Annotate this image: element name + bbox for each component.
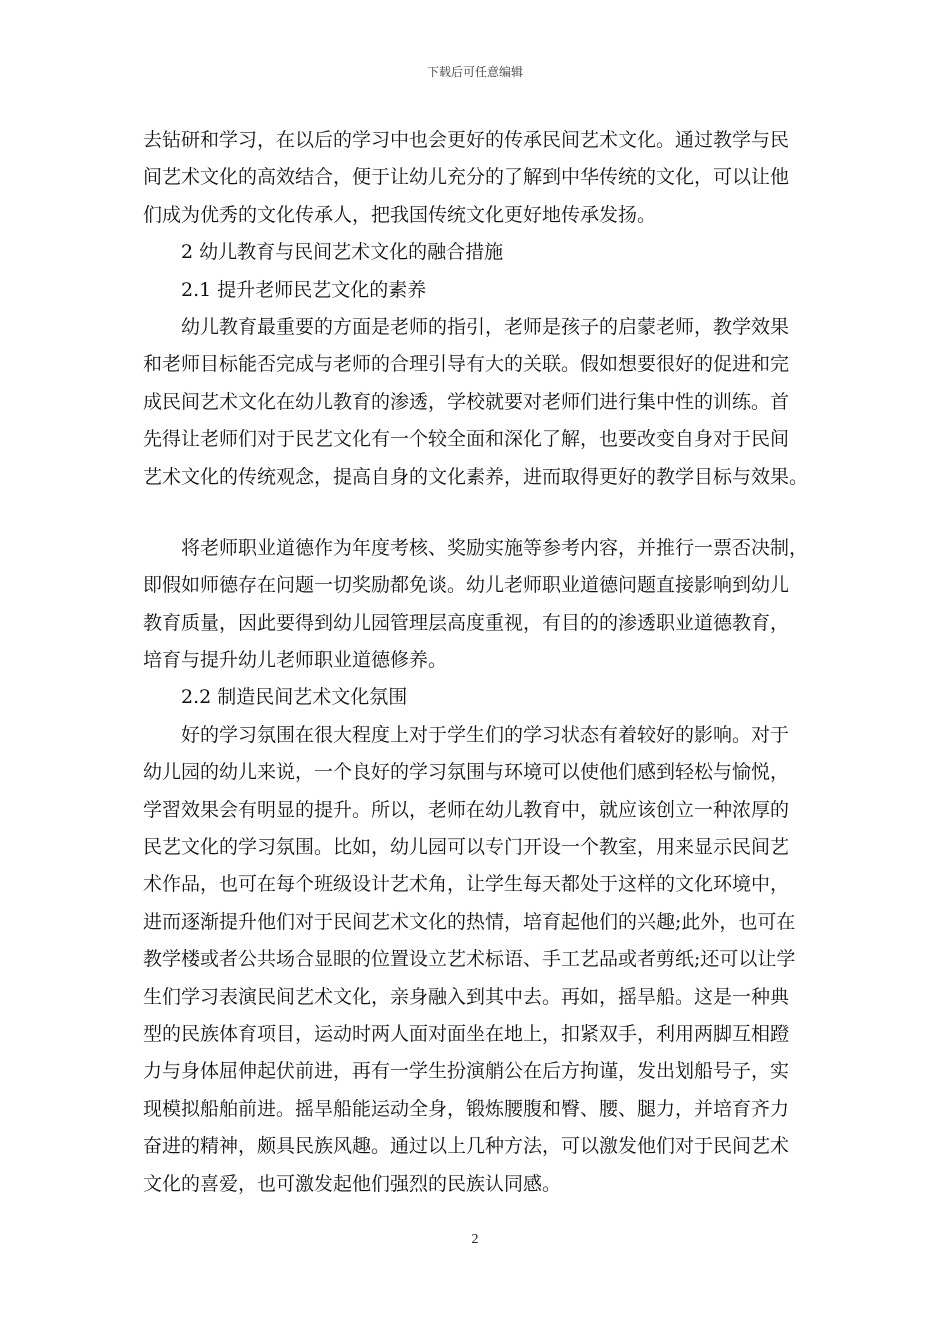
text-line: 教育质量，因此要得到幼儿园管理层高度重视，有目的的渗透职业道德教育， [143,611,790,634]
page-header: 下载后可任意编辑 [426,65,523,79]
text-line: 将老师职业道德作为年度考核、奖励实施等参考内容，并推行一票否决制， [181,536,809,559]
text-line: 即假如师德存在问题一切奖励都免谈。幼儿老师职业道德问题直接影响到幼儿 [143,574,790,597]
text-line: 好的学习氛围在很大程度上对于学生们的学习状态有着较好的影响。对于 [181,723,790,746]
text-line: 去钻研和学习，在以后的学习中也会更好的传承民间艺术文化。通过教学与民 [143,129,790,151]
text-line: 生们学习表演民间艺术文化，亲身融入到其中去。再如，摇旱船。这是一种典 [143,985,790,1008]
text-line: 和老师目标能否完成与老师的合理引导有大的关联。假如想要很好的促进和完 [143,353,790,376]
paragraph-2-2 [143,717,815,1203]
text-line: 术作品，也可在每个班级设计艺术角，让学生每天都处于这样的文化环境中， [143,873,790,896]
text-line: 进而逐渐提升他们对于民间艺术文化的热情，培育起他们的兴趣;此外，也可在 [143,910,796,933]
text-line: 们成为优秀的文化传承人，把我国传统文化更好地传承发扬。 [143,203,657,226]
paragraph-ethics [143,530,815,680]
text-line: 民艺文化的学习氛围。比如，幼儿园可以专门开设一个教室，用来显示民间艺 [143,836,790,859]
text-line: 成民间艺术文化在幼儿教育的渗透，学校就要对老师们进行集中性的训练。首 [143,390,790,413]
paragraph-intro-continued [143,122,815,234]
text-line: 教学楼或者公共场合显眼的位置设立艺术标语、手工艺品或者剪纸;还可以让学 [143,948,796,971]
page-number: 2 [471,1232,479,1247]
text-line: 培育与提升幼儿老师职业道德修养。 [143,649,448,672]
text-line: 幼儿教育最重要的方面是老师的指引，老师是孩子的启蒙老师，教学效果 [181,315,790,338]
text-line: 间艺术文化的高效结合，便于让幼儿充分的了解到中华传统的文化，可以让他 [143,166,790,189]
text-line: 艺术文化的传统观念，提高自身的文化素养，进而取得更好的教学目标与效果。 [143,465,809,488]
text-line: 型的民族体育项目，运动时两人面对面坐在地上，扣紧双手，利用两脚互相蹬 [143,1022,790,1045]
document-body [143,122,815,1203]
text-line: 现模拟船舶前进。摇旱船能运动全身，锻炼腰腹和臀、腰、腿力，并培育齐力 [143,1097,790,1120]
section-heading-2-2: 2.2 制造民间艺术文化氛围 [181,686,408,709]
section-heading-2: 2 幼儿教育与民间艺术文化的融合措施 [181,241,504,264]
text-line: 文化的喜爱，也可激发起他们强烈的民族认同感。 [143,1172,562,1195]
text-line: 力与身体屈伸起伏前进，再有一学生扮演艄公在后方拘谨，发出划船号子，实 [143,1060,790,1083]
text-line: 学習效果会有明显的提升。所以，老师在幼儿教育中，就应该创立一种浓厚的 [143,798,790,821]
paragraph-gap [143,496,815,530]
text-line: 先得让老师们对于民艺文化有一个较全面和深化了解，也要改变自身对于民间 [143,428,790,451]
text-line: 幼儿园的幼儿来说，一个良好的学习氛围与环境可以使他们感到轻松与愉悦， [143,761,790,784]
paragraph-2-1 [143,309,815,496]
text-line: 奋进的精神，颇具民族风趣。通过以上几种方法，可以激发他们对于民间艺术 [143,1135,790,1158]
section-heading-2-1: 2.1 提升老师民艺文化的素养 [181,278,427,301]
